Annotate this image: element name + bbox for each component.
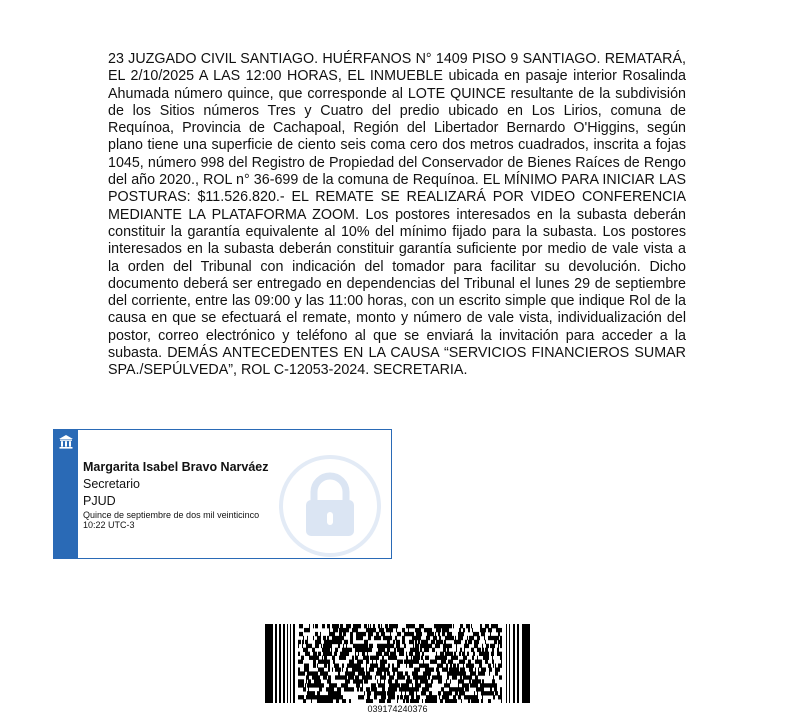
signer-role: Secretario (83, 477, 140, 491)
signer-organization: PJUD (83, 494, 116, 508)
courthouse-icon (58, 434, 74, 450)
electronic-signature-box (53, 429, 392, 559)
barcode-number: 039174240376 (367, 704, 428, 714)
signature-time: 10:22 UTC-3 (83, 520, 135, 530)
signature-date-text: Quince de septiembre de dos mil veinticinco (83, 510, 260, 520)
signature-date (83, 510, 323, 530)
pdf417-barcode (265, 624, 530, 703)
lock-icon (278, 454, 382, 558)
signer-name: Margarita Isabel Bravo Narváez (83, 460, 269, 474)
notice-text: 23 JUZGADO CIVIL SANTIAGO. HUÉRFANOS N° 1409 PISO 9 SANTIAGO. REMATARÁ, EL 2/10/2025 A LAS 12:00 HORAS, EL INMUEBLE ubicada en pasaje interior Rosalinda Ahumada número quince, que corresponde al LOTE QUINCE resultante de la subdivisión de los Sitios números Tres y Cuatro del predio ubicado en Los Lirios, comuna de Requínoa, Provincia de Cachapoal, Región del Libertador Bernardo O'Higgins, según plano tiene una superficie de ciento seis coma cero dos metros cuadrados, inscrita a fojas 1045, número 998 del Registro de Propiedad del Conservador de Bienes Raíces de Rengo del año 2020., ROL n° 36-699 de la comuna de Requínoa. EL MÍNIMO PARA INICIAR LAS POSTURAS: $11.526.820.- EL REMATE SE REALIZARÁ POR VIDEO CONFERENCIA MEDIANTE LA PLATAFORMA ZOOM. Los postores interesados en la subasta deberán constituir la garantía equivalente al 10% del mínimo fijado para la subasta. Los postores interesados en la subasta deberán constituir garantía suficiente por medio de vale vista a la orden del Tribunal con indicación del tomador para facilitar su devolución. Dicho documento deberá ser entregado en dependencias del Tribunal el lunes 29 de septiembre del corriente, entre las 09:00 y las 11:00 horas, con un escrito simple que indique Rol de la causa en que se efectuará el remate, monto y número de vale vista, individualización del postor, correo electrónico y teléfono al que se enviará la invitación para acceder a la subasta. DEMÁS ANTECEDENTES EN LA CAUSA “SERVICIOS FINANCIEROS SUMAR SPA./SEPÚLVEDA”, ROL C-12053-2024. SECRETARIA. (108, 51, 686, 379)
signature-side-bar (54, 430, 78, 558)
